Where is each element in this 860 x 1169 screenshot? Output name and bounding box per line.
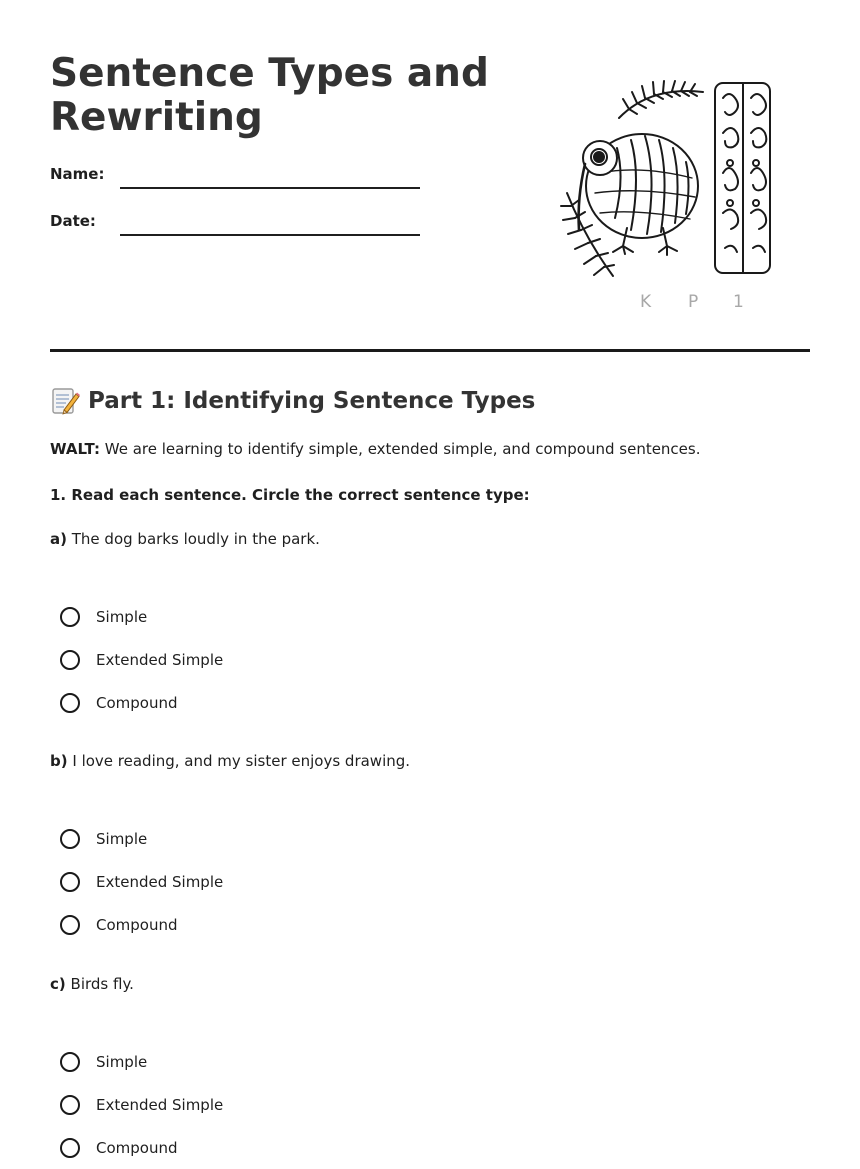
radio-circle-icon[interactable]	[60, 693, 80, 713]
answer-options	[50, 817, 810, 946]
question-a	[50, 528, 810, 724]
option-simple[interactable]	[50, 817, 810, 860]
question-b-text	[50, 750, 810, 772]
kiwi-bird-with-fern-and-carving-icon	[555, 78, 780, 283]
question-c	[50, 973, 810, 1169]
name-field[interactable]	[120, 187, 420, 189]
question-sentence: I love reading, and my sister enjoys drawing.	[72, 752, 411, 770]
section-divider	[50, 349, 810, 352]
option-label: Simple	[96, 1052, 148, 1071]
logo-letter-k: K	[640, 292, 652, 312]
option-label: Simple	[96, 829, 148, 848]
logo-letter-1: 1	[733, 292, 744, 312]
date-field[interactable]	[120, 234, 420, 236]
question-b	[50, 750, 810, 946]
option-label: Extended Simple	[96, 872, 224, 891]
option-extended-simple[interactable]	[50, 1083, 810, 1126]
option-simple[interactable]	[50, 1040, 810, 1083]
radio-circle-icon[interactable]	[60, 915, 80, 935]
option-extended-simple[interactable]	[50, 638, 810, 681]
option-label: Compound	[96, 693, 178, 712]
radio-circle-icon[interactable]	[60, 607, 80, 627]
question-sentence: The dog barks loudly in the park.	[71, 530, 320, 548]
radio-circle-icon[interactable]	[60, 829, 80, 849]
walt-text: We are learning to identify simple, extended simple, and compound sentences.	[104, 440, 701, 458]
question-a-text	[50, 528, 810, 550]
radio-circle-icon[interactable]	[60, 1095, 80, 1115]
question-instruction: 1. Read each sentence. Circle the correct sentence type:	[50, 486, 530, 504]
radio-circle-icon[interactable]	[60, 650, 80, 670]
option-label: Compound	[96, 1138, 178, 1157]
answer-options	[50, 595, 810, 724]
option-compound[interactable]	[50, 903, 810, 946]
option-compound[interactable]	[50, 681, 810, 724]
question-label: c)	[50, 975, 66, 993]
option-label: Compound	[96, 915, 178, 934]
part1-heading	[50, 386, 535, 416]
option-extended-simple[interactable]	[50, 860, 810, 903]
option-simple[interactable]	[50, 595, 810, 638]
question-c-text	[50, 973, 810, 995]
answer-options	[50, 1040, 810, 1169]
date-label: Date:	[50, 212, 96, 230]
option-label: Extended Simple	[96, 650, 224, 669]
option-label: Extended Simple	[96, 1095, 224, 1114]
question-label: a)	[50, 530, 67, 548]
radio-circle-icon[interactable]	[60, 872, 80, 892]
memo-pencil-icon	[50, 386, 80, 416]
walt-statement	[50, 440, 701, 458]
part1-heading-text: Part 1: Identifying Sentence Types	[88, 388, 536, 414]
name-label: Name:	[50, 165, 105, 183]
walt-label: WALT:	[50, 440, 100, 458]
radio-circle-icon[interactable]	[60, 1138, 80, 1158]
question-label: b)	[50, 752, 68, 770]
worksheet-title: Sentence Types and Rewriting	[50, 51, 489, 140]
logo-letter-p: P	[688, 292, 699, 312]
radio-circle-icon[interactable]	[60, 1052, 80, 1072]
question-sentence: Birds fly.	[70, 975, 134, 993]
option-compound[interactable]	[50, 1126, 810, 1169]
option-label: Simple	[96, 607, 148, 626]
